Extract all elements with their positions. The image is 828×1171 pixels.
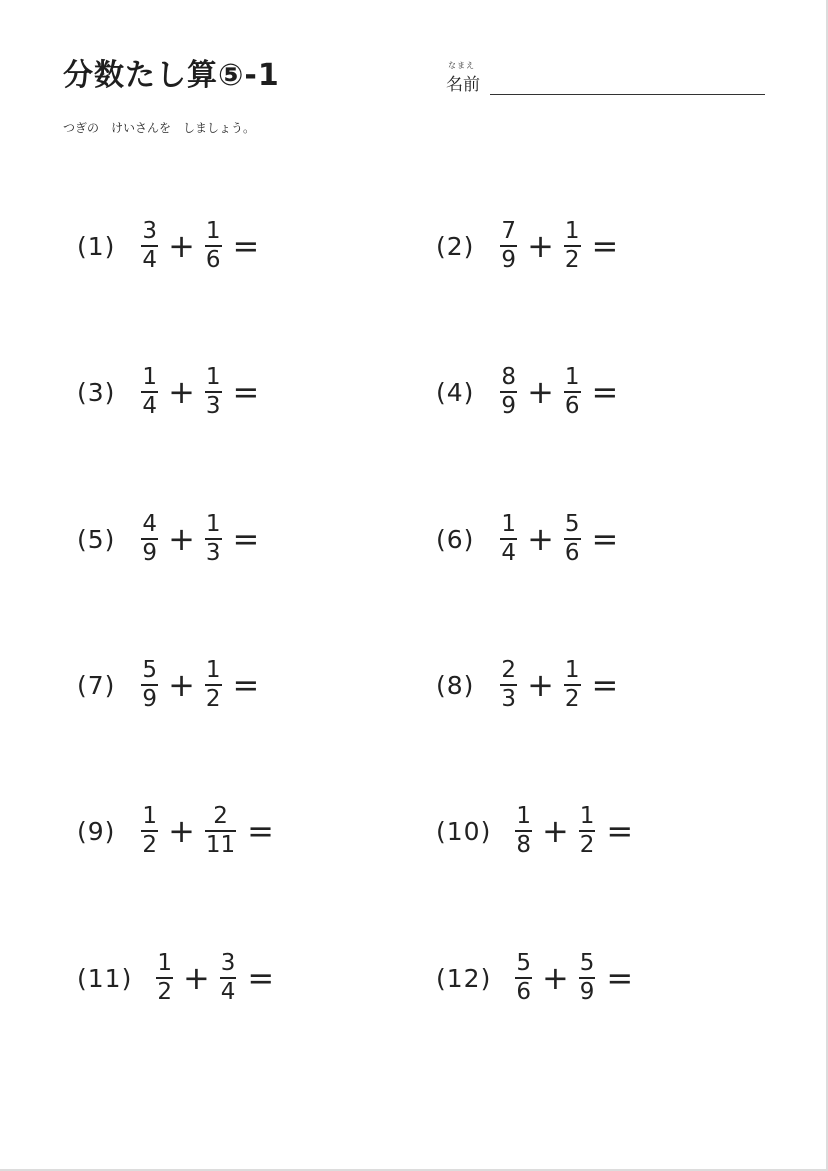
problem-label: (4)	[436, 377, 475, 407]
fraction-a	[141, 804, 158, 858]
denominator: 4	[142, 247, 158, 273]
denominator: 6	[205, 247, 221, 273]
problem-1	[77, 216, 259, 276]
plus-sign: +	[168, 373, 195, 411]
denominator: 2	[205, 686, 221, 712]
numerator: 1	[157, 950, 172, 976]
problem-label: (2)	[436, 231, 475, 261]
equals-sign: =	[232, 373, 260, 411]
equals-sign: =	[247, 812, 274, 850]
fraction-a	[500, 365, 517, 419]
equals-sign: =	[606, 812, 634, 850]
fraction-b	[564, 219, 581, 273]
numerator: 1	[516, 803, 531, 829]
problem-label: (6)	[436, 524, 475, 554]
instruction-text: つぎの けいさんを しましょう。	[63, 121, 256, 135]
numerator: 2	[213, 803, 228, 829]
numerator: 1	[564, 364, 580, 390]
numerator: 1	[579, 803, 595, 829]
fraction-b	[564, 365, 581, 419]
fraction-a	[141, 512, 158, 566]
plus-sign: +	[541, 812, 569, 850]
fraction-a	[515, 804, 532, 858]
name-field	[446, 60, 766, 98]
problem-5	[77, 509, 259, 569]
denominator: 4	[142, 393, 158, 419]
problem-label: (7)	[77, 670, 116, 700]
fraction-b	[205, 365, 222, 419]
denominator: 6	[564, 540, 580, 566]
denominator: 11	[205, 832, 236, 858]
numerator: 8	[501, 364, 517, 390]
equals-sign: =	[591, 666, 619, 704]
fraction-b	[579, 804, 596, 858]
numerator: 5	[564, 511, 580, 537]
plus-sign: +	[168, 666, 195, 704]
fraction-b	[205, 512, 222, 566]
denominator: 2	[564, 686, 580, 712]
plus-sign: +	[527, 520, 554, 558]
denominator: 2	[142, 832, 158, 858]
name-ruby: なまえ	[448, 61, 475, 70]
denominator: 3	[205, 540, 221, 566]
numerator: 1	[564, 657, 580, 683]
numerator: 1	[205, 218, 221, 244]
numerator: 3	[220, 950, 236, 976]
numerator: 4	[142, 511, 158, 537]
fraction-b	[564, 512, 581, 566]
denominator: 9	[501, 247, 517, 273]
equals-sign: =	[591, 373, 619, 411]
problem-11	[77, 948, 274, 1008]
problem-label: (3)	[77, 377, 116, 407]
fraction-b	[205, 804, 236, 858]
name-write-line[interactable]	[490, 94, 765, 95]
plus-sign: +	[527, 666, 554, 704]
denominator: 9	[579, 979, 595, 1005]
problem-7	[77, 655, 259, 715]
problem-10	[436, 801, 633, 861]
problem-12	[436, 948, 633, 1008]
problem-label: (8)	[436, 670, 475, 700]
problem-label: (1)	[77, 231, 116, 261]
problem-9	[77, 801, 274, 861]
denominator: 4	[220, 979, 236, 1005]
denominator: 9	[501, 393, 517, 419]
problem-3	[77, 362, 259, 422]
numerator: 1	[205, 657, 221, 683]
plus-sign: +	[168, 227, 195, 265]
problem-label: (11)	[77, 963, 133, 993]
denominator: 9	[142, 540, 158, 566]
denominator: 2	[564, 247, 580, 273]
denominator: 8	[516, 832, 531, 858]
plus-sign: +	[541, 959, 569, 997]
fraction-b	[205, 219, 222, 273]
numerator: 1	[564, 218, 580, 244]
numerator: 7	[501, 218, 517, 244]
denominator: 3	[501, 686, 517, 712]
fraction-a	[156, 951, 173, 1005]
problem-label: (9)	[77, 816, 116, 846]
numerator: 1	[142, 364, 158, 390]
numerator: 5	[579, 950, 595, 976]
plus-sign: +	[168, 812, 195, 850]
numerator: 5	[516, 950, 531, 976]
denominator: 4	[501, 540, 517, 566]
numerator: 2	[501, 657, 517, 683]
numerator: 1	[501, 511, 517, 537]
equals-sign: =	[591, 227, 619, 265]
numerator: 1	[205, 511, 221, 537]
plus-sign: +	[182, 959, 210, 997]
name-label: 名前	[446, 75, 480, 95]
fraction-a	[500, 219, 517, 273]
problem-label: (12)	[436, 963, 492, 993]
equals-sign: =	[232, 520, 260, 558]
numerator: 1	[205, 364, 221, 390]
equals-sign: =	[247, 959, 275, 997]
fraction-b	[579, 951, 596, 1005]
equals-sign: =	[232, 666, 260, 704]
denominator: 6	[516, 979, 531, 1005]
denominator: 6	[564, 393, 580, 419]
equals-sign: =	[591, 520, 619, 558]
problem-label: (10)	[436, 816, 492, 846]
problem-label: (5)	[77, 524, 116, 554]
fraction-a	[515, 951, 532, 1005]
plus-sign: +	[527, 373, 554, 411]
problem-4	[436, 362, 618, 422]
fraction-a	[141, 658, 158, 712]
fraction-a	[500, 658, 517, 712]
equals-sign: =	[232, 227, 260, 265]
denominator: 2	[157, 979, 172, 1005]
fraction-a	[500, 512, 517, 566]
plus-sign: +	[168, 520, 195, 558]
numerator: 1	[142, 803, 158, 829]
equals-sign: =	[606, 959, 634, 997]
problem-8	[436, 655, 618, 715]
fraction-a	[141, 219, 158, 273]
numerator: 3	[142, 218, 158, 244]
fraction-b	[205, 658, 222, 712]
numerator: 5	[142, 657, 158, 683]
problem-2	[436, 216, 618, 276]
plus-sign: +	[527, 227, 554, 265]
problem-6	[436, 509, 618, 569]
fraction-b	[220, 951, 237, 1005]
denominator: 2	[579, 832, 595, 858]
denominator: 3	[205, 393, 221, 419]
fraction-b	[564, 658, 581, 712]
fraction-a	[141, 365, 158, 419]
page-title: 分数たし算⑤-1	[63, 58, 280, 93]
denominator: 9	[142, 686, 158, 712]
